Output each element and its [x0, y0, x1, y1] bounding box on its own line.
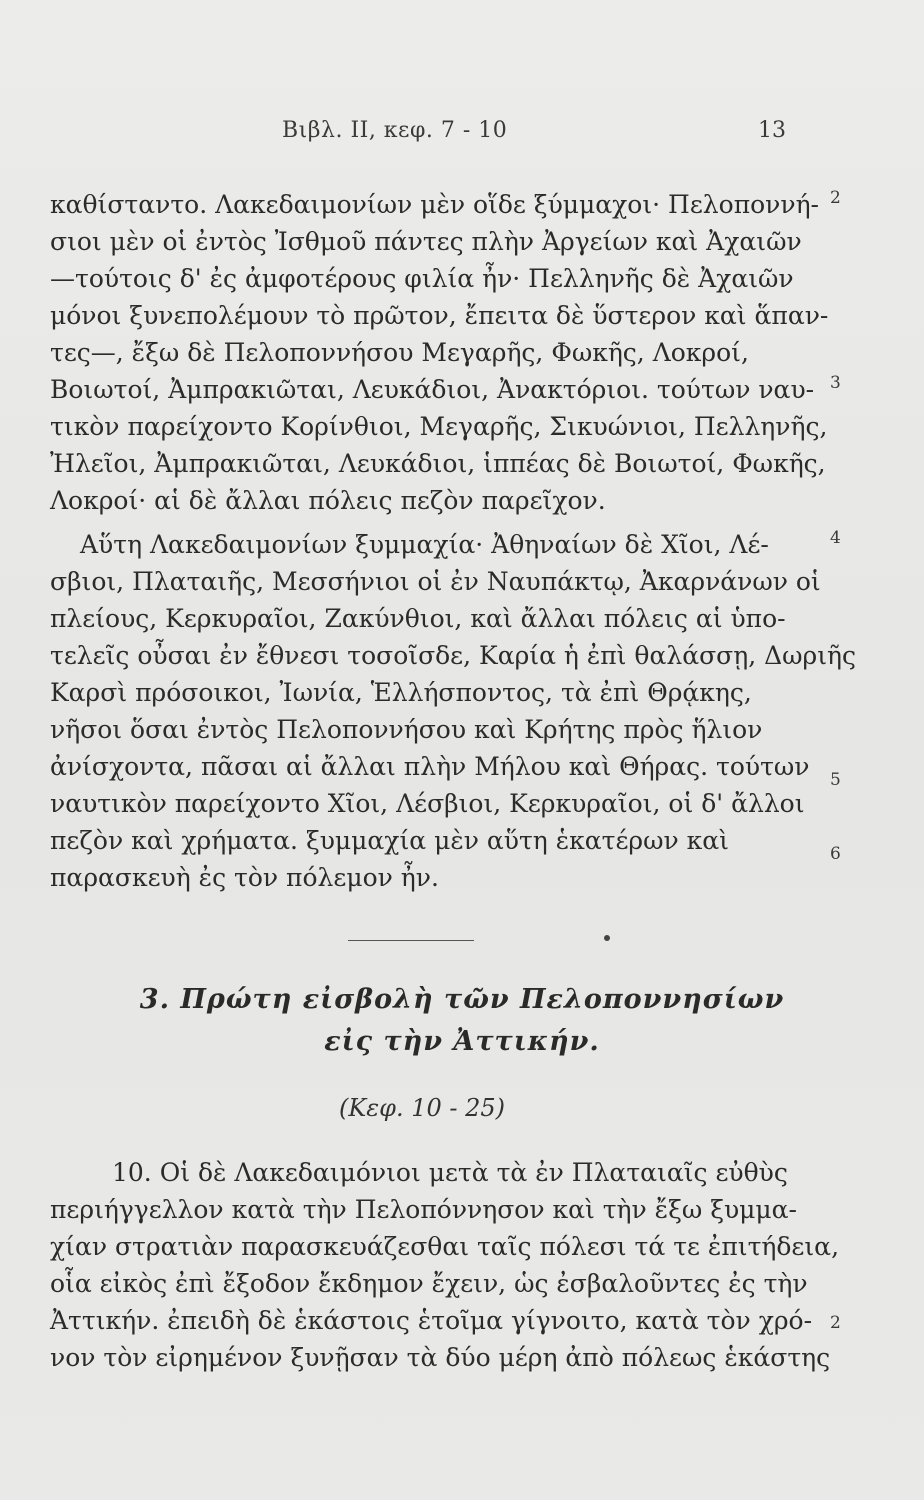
text-line: μόνοι ξυνεπολέμουν τὸ πρῶτον, ἔπειτα δὲ ὕστερον καὶ ἅπαν- — [50, 301, 829, 330]
section-marker: 2 — [830, 1313, 841, 1333]
text-line: 10. Οἱ δὲ Λακεδαιμόνιοι μετὰ τὰ ἐν Πλαταιαῖς εὐθὺς — [112, 1158, 788, 1187]
ink-dot — [604, 935, 610, 941]
text-line: ἀνίσχοντα, πᾶσαι αἱ ἄλλαι πλὴν Μήλου καὶ Θήρας. τούτων — [50, 752, 810, 781]
section-marker: 2 — [830, 188, 841, 208]
text-line: σβιοι, Πλαταιῆς, Μεσσήνιοι οἱ ἐν Ναυπάκτῳ, Ἀκαρνάνων οἱ — [50, 567, 821, 596]
text-line: τες—, ἔξω δὲ Πελοποννήσου Μεγαρῆς, Φωκῆς, Λοκροί, — [50, 338, 749, 367]
text-line: νῆσοι ὅσαι ἐντὸς Πελοποννήσου καὶ Κρήτης πρὸς ἥλιον — [50, 715, 763, 744]
text-line: —τούτοις δ' ἐς ἀμφοτέρους φιλία ἦν· Πελληνῆς δὲ Ἀχαιῶν — [50, 264, 794, 293]
text-line: Καρσὶ πρόσοικοι, Ἰωνία, Ἑλλήσποντος, τὰ ἐπὶ Θρᾴκης, — [50, 678, 752, 707]
text-line: ναυτικὸν παρείχοντο Χῖοι, Λέσβιοι, Κερκυραῖοι, οἱ δ' ἄλλοι — [50, 789, 805, 818]
text-line: οἷα εἰκὸς ἐπὶ ἔξοδον ἔκδημον ἔχειν, ὡς ἐσβαλοῦντες ἐς τὴν — [50, 1269, 808, 1298]
section-marker: 5 — [830, 770, 841, 790]
section-divider — [348, 940, 474, 941]
text-line: περιήγγελλον κατὰ τὴν Πελοπόννησον καὶ τὴν ἔξω ξυμμα- — [50, 1195, 797, 1224]
text-line: πεζὸν καὶ χρήματα. ξυμμαχία μὲν αὕτη ἑκατέρων καὶ — [50, 826, 729, 855]
section-marker: 6 — [830, 844, 841, 864]
text-line: καθίσταντο. Λακεδαιμονίων μὲν οἵδε ξύμμαχοι· Πελοποννή- — [50, 190, 819, 219]
text-line: Αὕτη Λακεδαιμονίων ξυμμαχία· Ἀθηναίων δὲ Χῖοι, Λέ- — [80, 530, 769, 559]
text-line: τικὸν παρείχοντο Κορίνθιοι, Μεγαρῆς, Σικυώνιοι, Πελληνῆς, — [50, 412, 828, 441]
text-line: νον τὸν εἰρημένον ξυνῇσαν τὰ δύο μέρη ἀπὸ πόλεως ἑκάστης — [50, 1343, 831, 1372]
text-line: Ἠλεῖοι, Ἀμπρακιῶται, Λευκάδιοι, ἱππέας δὲ Βοιωτοί, Φωκῆς, — [50, 449, 826, 478]
text-line: Βοιωτοί, Ἀμπρακιῶται, Λευκάδιοι, Ἀνακτόριοι. τούτων ναυ- — [50, 375, 815, 404]
running-head: Βιβλ. II, κεφ. 7 - 10 — [282, 118, 508, 143]
text-line: τελεῖς οὖσαι ἐν ἔθνεσι τοσοῖσδε, Καρία ἡ ἐπὶ θαλάσσῃ, Δωριῆς — [50, 641, 857, 670]
text-line: παρασκευὴ ἐς τὸν πόλεμον ἦν. — [50, 863, 439, 892]
text-line: χίαν στρατιὰν παρασκευάζεσθαι ταῖς πόλεσι τά τε ἐπιτήδεια, — [50, 1232, 840, 1261]
text-line: σιοι μὲν οἱ ἐντὸς Ἰσθμοῦ πάντες πλὴν Ἀργείων καὶ Ἀχαιῶν — [50, 227, 802, 256]
section-marker: 4 — [830, 528, 841, 548]
text-line: Ἀττικήν. ἐπειδὴ δὲ ἑκάστοις ἑτοῖμα γίγνοιτο, κατὰ τὸν χρό- — [50, 1306, 813, 1335]
text-line: Λοκροί· αἱ δὲ ἄλλαι πόλεις πεζὸν παρεῖχον. — [50, 486, 606, 515]
section-marker: 3 — [830, 373, 841, 393]
section-title: 3. Πρώτη εἰσβολὴ τῶν Πελοποννησίων — [139, 984, 785, 1015]
page-number: 13 — [758, 118, 786, 143]
section-title-line2: εἰς τὴν Ἀττικήν. — [324, 1026, 600, 1057]
chapter-range: (Κεφ. 10 - 25) — [338, 1094, 506, 1122]
text-line: πλείους, Κερκυραῖοι, Ζακύνθιοι, καὶ ἄλλαι πόλεις αἱ ὑπο- — [50, 604, 786, 633]
